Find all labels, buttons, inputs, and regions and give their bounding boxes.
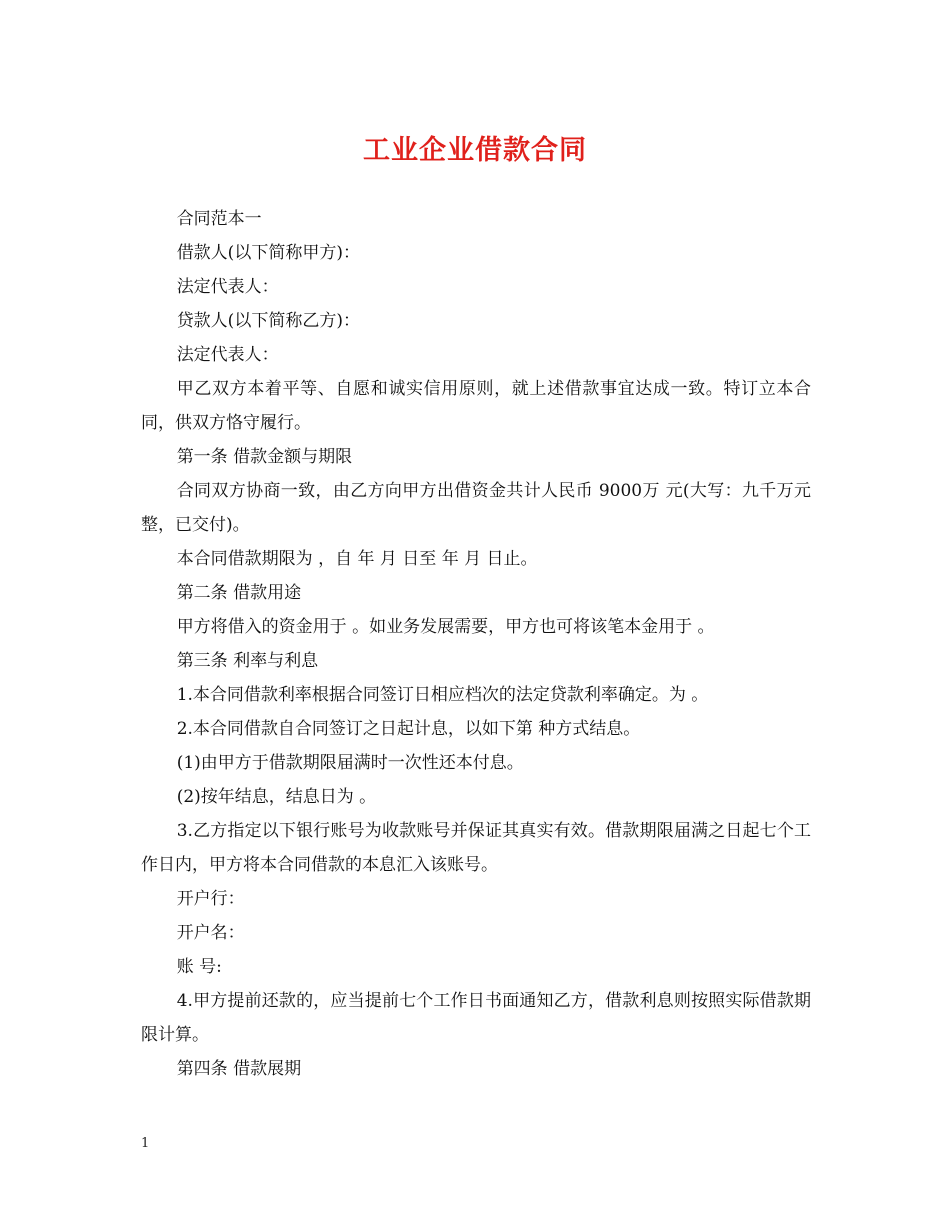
page-number: 1	[141, 1136, 150, 1151]
paragraph: 1.本合同借款利率根据合同签订日相应档次的法定贷款利率确定。为 。	[176, 685, 709, 705]
document-title: 工业企业借款合同	[363, 135, 587, 166]
paragraph: 开户行：	[176, 889, 245, 909]
paragraph: 4.甲方提前还款的，应当提前七个工作日书面通知乙方，借款利息则按照实际借款期限计算。	[141, 991, 811, 1045]
paragraph: 甲方将借入的资金用于 。如业务发展需要，甲方也可将该笔本金用于 。	[176, 617, 715, 637]
paragraph: (1)由甲方于借款期限届满时一次性还本付息。	[176, 753, 524, 773]
paragraph: 合同双方协商一致，由乙方向甲方出借资金共计人民币 9000万 元(大写：九千万元整，已交付)。	[141, 481, 811, 535]
article-heading: 第二条 借款用途	[176, 583, 302, 603]
paragraph: (2)按年结息，结息日为 。	[176, 787, 377, 807]
paragraph: 2.本合同借款自合同签订之日起计息，以如下第 种方式结息。	[176, 719, 641, 739]
paragraph: 3.乙方指定以下银行账号为收款账号并保证其真实有效。借款期限届满之日起七个工作日内，甲方将本合同借款的本息汇入该账号。	[141, 821, 811, 875]
paragraph: 合同范本一	[176, 209, 262, 229]
paragraph: 甲乙双方本着平等、自愿和诚实信用原则，就上述借款事宜达成一致。特订立本合同，供双方恪守履行。	[141, 379, 811, 433]
article-heading: 第三条 利率与利息	[176, 651, 319, 671]
paragraph: 账 号:	[176, 957, 222, 977]
paragraph: 法定代表人：	[176, 277, 279, 297]
article-heading: 第四条 借款展期	[176, 1059, 302, 1079]
paragraph: 借款人(以下简称甲方)：	[176, 243, 360, 263]
paragraph: 贷款人(以下简称乙方)：	[176, 311, 360, 331]
document-body	[141, 202, 811, 1086]
paragraph: 本合同借款期限为 ，自 年 月 日至 年 月 日止。	[176, 549, 538, 569]
paragraph: 开户名：	[176, 923, 245, 943]
article-heading: 第一条 借款金额与期限	[176, 447, 353, 467]
paragraph: 法定代表人：	[176, 345, 279, 365]
